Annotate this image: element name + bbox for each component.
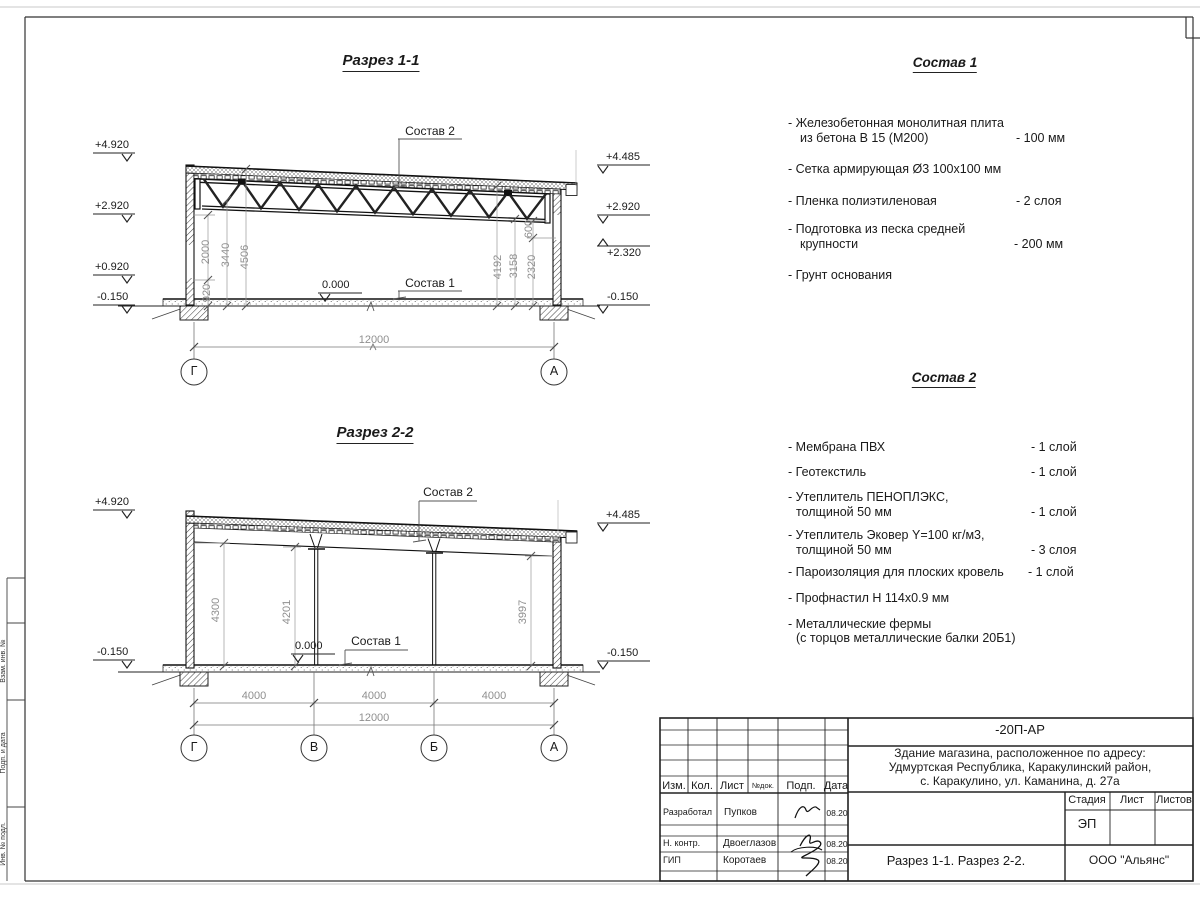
sostav2-callout-label: Состав 2	[423, 485, 473, 499]
level-text: +4.920	[95, 139, 129, 151]
axis-bubble-letter: Б	[429, 740, 439, 755]
level-text: -0.150	[97, 291, 129, 303]
axis-bubble-letter: В	[309, 740, 319, 755]
list-item: - Металлические фермы	[788, 617, 932, 631]
sheet-header: Лист	[1120, 794, 1144, 806]
list-item: - Грунт основания	[788, 268, 893, 282]
list-item: - Пленка полиэтиленовая	[788, 194, 937, 208]
company-name: ООО "Альянс"	[1088, 853, 1170, 867]
stage-value: ЭП	[1077, 816, 1097, 831]
level-text: -0.150	[607, 291, 639, 303]
staff-name: Пупков	[724, 807, 757, 818]
document-code: -20П-АР	[995, 722, 1045, 737]
dim-text: 4300	[209, 597, 222, 623]
axis-bubble-letter: А	[549, 364, 559, 379]
sostav1-callout-label: Состав 1	[351, 634, 401, 648]
sheet-title: Разрез 1-1. Разрез 2-2.	[886, 853, 1026, 868]
list-item: - Утеплитель ПЕНОПЛЭКС,	[788, 490, 949, 504]
column-header: Лист	[720, 780, 744, 792]
dim-text: 4506	[238, 244, 251, 270]
level-text: +4.920	[95, 496, 129, 508]
object-address-line: Удмуртская Республика, Каракулинский район,	[888, 760, 1152, 774]
list-item: - Геотекстиль	[788, 465, 867, 479]
axis-bubble-letter: Г	[190, 740, 198, 755]
staff-date: 08.20	[826, 856, 848, 866]
margin-label: Инв. № подл.	[0, 822, 8, 866]
list-item: - Подготовка из песка средней	[788, 222, 966, 236]
axis-bubble-letter: А	[549, 740, 559, 755]
list-item: из бетона В 15 (М200)	[800, 131, 929, 145]
object-address-line: с. Каракулино, ул. Каманина, д. 27а	[920, 774, 1120, 788]
list-item-value: - 1 слой	[1028, 565, 1074, 579]
list-item-value: - 200 мм	[1014, 237, 1064, 251]
list-item-value: - 100 мм	[1016, 131, 1066, 145]
dim-text: 4201	[280, 599, 293, 625]
dim-total-text: 12000	[358, 712, 390, 724]
dim-text: 3997	[516, 599, 529, 625]
list-item: - Утеплитель Эковер Y=100 кг/м3,	[788, 528, 985, 542]
sostav1-callout-label: Состав 1	[405, 276, 455, 290]
dim-text: 2000	[199, 239, 212, 265]
section-1-1-drawing	[93, 139, 650, 385]
column-header: №док.	[752, 781, 774, 790]
list-item: толщиной 50 мм	[796, 543, 892, 557]
level-text: -0.150	[607, 647, 639, 659]
margin-label: Подп. и дата	[0, 732, 8, 774]
list-item-value: - 1 слой	[1031, 440, 1077, 454]
dim-text: 3158	[507, 253, 520, 279]
list-item-value: - 1 слой	[1031, 505, 1077, 519]
column-header: Дата	[823, 780, 849, 792]
staff-role: Н. контр.	[663, 838, 701, 848]
column-header: Подп.	[786, 780, 816, 792]
list-item: - Сетка армирующая Ø3 100х100 мм	[788, 162, 1002, 176]
staff-date: 08.20	[826, 808, 848, 818]
column-header: Изм.	[662, 780, 686, 792]
list-item: - Пароизоляция для плоских кровель	[788, 565, 1004, 579]
level-text: +4.485	[606, 151, 640, 163]
dim-text: 4000	[241, 690, 267, 702]
staff-name: Коротаев	[723, 855, 767, 866]
object-address-line: Здание магазина, расположенное по адресу:	[894, 746, 1146, 760]
sostav2-callout-label: Состав 2	[405, 124, 455, 138]
axis-bubble-letter: Г	[190, 364, 198, 379]
list-item: - Мембрана ПВХ	[788, 440, 886, 454]
list-item: - Железобетонная монолитная плита	[788, 116, 1004, 130]
level-text: +0.920	[95, 261, 129, 273]
dim-text: 4192	[491, 254, 504, 280]
dim-text: 2320	[525, 254, 538, 280]
sheets-header: Листов	[1156, 794, 1192, 806]
column-header: Кол.	[691, 780, 713, 792]
list-item-value: - 3 слоя	[1031, 543, 1077, 557]
zero-level-text: 0.000	[295, 640, 323, 652]
level-text: +2.320	[607, 247, 641, 259]
list-item: крупности	[800, 237, 859, 251]
signature-scribbles	[791, 807, 822, 876]
margin-label: Взам. инв. №	[0, 639, 8, 683]
zero-level-text: 0.000	[322, 279, 350, 291]
level-text: +2.920	[95, 200, 129, 212]
sostav1-heading: Состав 1	[913, 56, 977, 73]
staff-date: 08.20	[826, 839, 848, 849]
list-item: (с торцов металлические балки 20Б1)	[796, 631, 1016, 645]
list-item: толщиной 50 мм	[796, 505, 892, 519]
dim-total-text: 12000	[358, 334, 390, 346]
dim-text: 4000	[361, 690, 387, 702]
staff-name: Двоеглазов	[723, 838, 777, 849]
dim-text: 600	[522, 219, 535, 239]
section-1-1-title: Разрез 1-1	[342, 53, 419, 72]
staff-role: Разработал	[663, 807, 712, 817]
dim-text: 920	[200, 283, 213, 303]
level-text: -0.150	[97, 646, 129, 658]
level-text: +4.485	[606, 509, 640, 521]
list-item-value: - 1 слой	[1031, 465, 1077, 479]
dim-text: 3440	[219, 242, 232, 268]
sostav2-heading: Состав 2	[912, 371, 976, 388]
stage-header: Стадия	[1068, 794, 1106, 806]
level-text: +2.920	[606, 201, 640, 213]
staff-role: ГИП	[663, 855, 681, 865]
section-2-2-title: Разрез 2-2	[336, 425, 413, 444]
list-item-value: - 2 слоя	[1016, 194, 1062, 208]
list-item: - Профнастил Н 114х0.9 мм	[788, 591, 950, 605]
margin-strip	[7, 578, 25, 881]
dim-text: 4000	[481, 690, 507, 702]
